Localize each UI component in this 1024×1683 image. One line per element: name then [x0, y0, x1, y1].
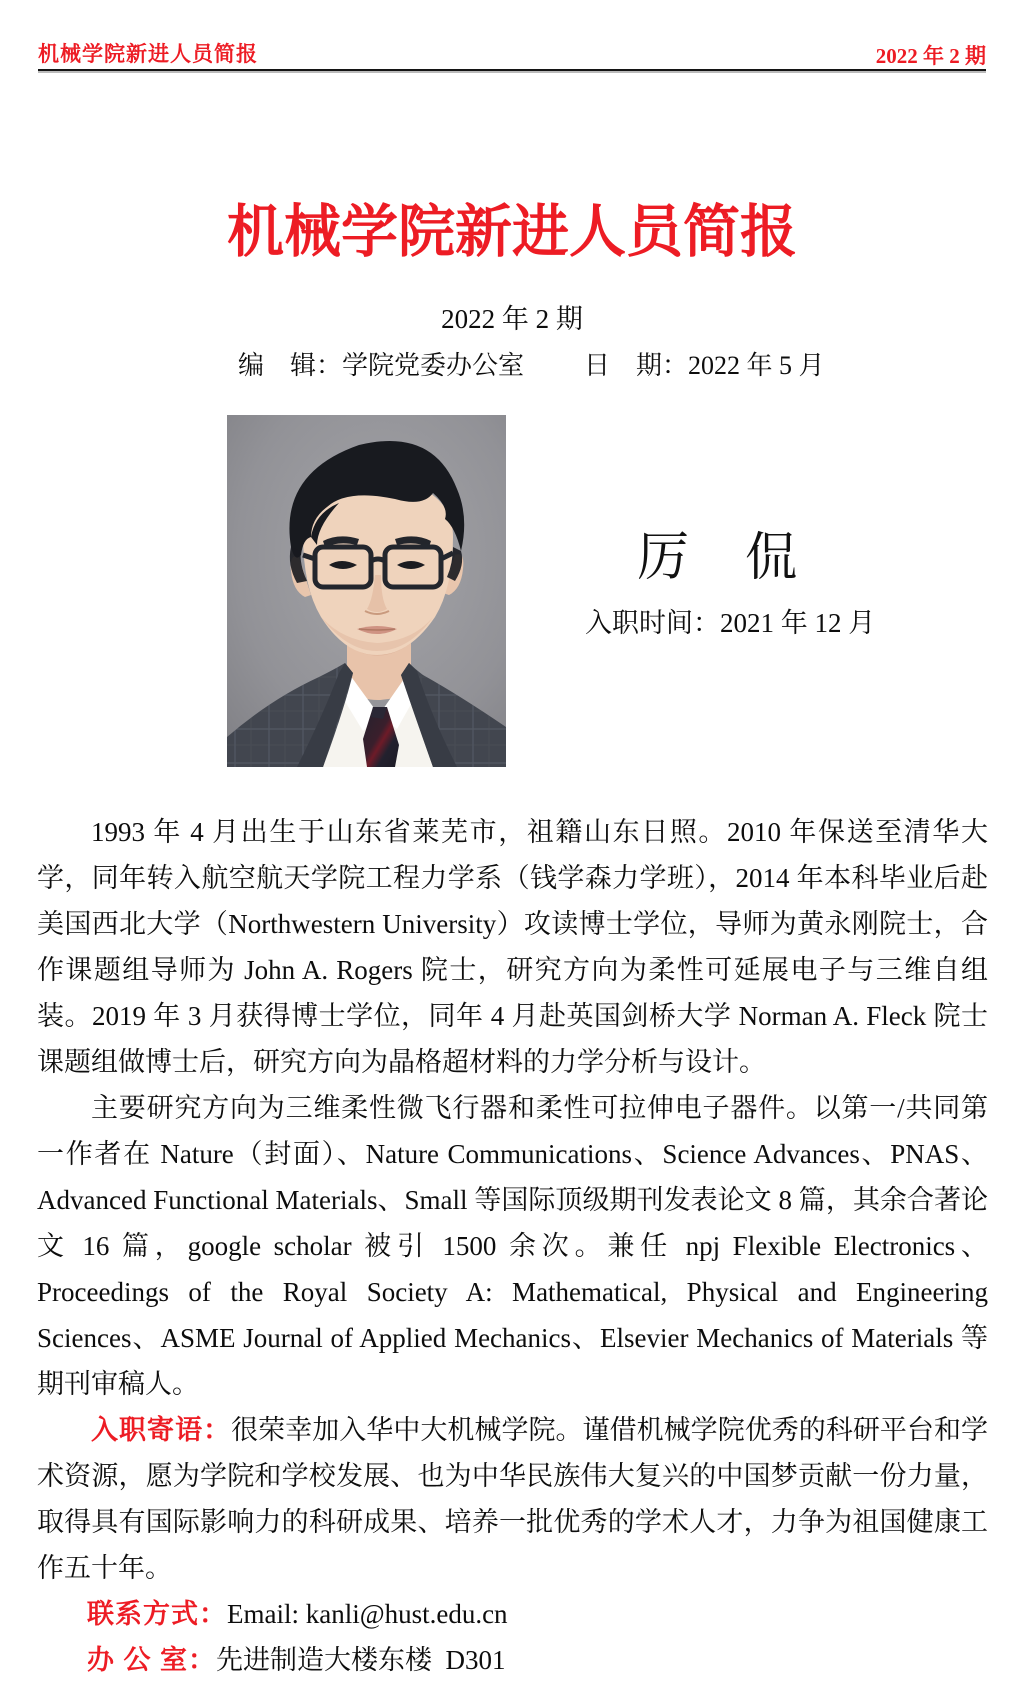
message-label: 入职寄语： — [91, 1415, 232, 1445]
editor-field: 编 辑：学院党委办公室 — [238, 351, 525, 380]
office-location: 先进制造大楼东楼 D301 — [216, 1645, 506, 1675]
bio-paragraph-2: 主要研究方向为三维柔性微飞行器和柔性可拉伸电子器件。以第一/共同第一作者在 Nature（封面）、Nature Communications、Science Advances、PNAS、Advanced Functional Materials、Small 等国际顶级期刊发表论文 8 篇，其余合著论文 16 篇，google scholar 被引 1500 余次。兼任 npj Flexible Electronics、Proceedings of the Royal Society A: Mathematical, Physical and Engineering Sciences、ASME Journal of Applied Mechanics、Elsevier Mechanics of Materials 等期刊审稿人。 — [37, 1093, 995, 1399]
office-label: 办 公 室： — [87, 1645, 217, 1675]
office-line — [37, 1637, 988, 1683]
bio-paragraph-1: 1993 年 4 月出生于山东省莱芜市，祖籍山东日照。2010 年保送至清华大学，同年转入航空航天学院工程力学系（钱学森力学班），2014 年本科毕业后赴美国西北大学（Northwestern University）攻读博士学位，导师为黄永刚院士，合作课题组导师为 John A. Rogers 院士，研究方向为柔性可延展电子与三维自组装。2019 年 3 月获得博士学位，同年 4 月赴英国剑桥大学 Norman A. Fleck 院士课题组做博士后，研究方向为晶格超材料的力学分析与设计。 — [37, 817, 988, 1077]
portrait-photo — [227, 415, 506, 767]
contact-email: Email: kanli@hust.edu.cn — [227, 1599, 508, 1629]
bio-paragraph-message — [37, 1407, 988, 1591]
issue-number: 2022 年 2 期 — [441, 304, 583, 334]
page-title: 机械学院新进人员简报 — [227, 201, 797, 264]
date-field: 日 期：2022 年 5 月 — [584, 351, 825, 380]
running-header-issue: 2022 年 2 期 — [875, 44, 986, 68]
contact-label: 联系方式： — [87, 1599, 227, 1629]
running-header-title: 机械学院新进人员简报 — [38, 42, 258, 66]
message-text: 很荣幸加入华中大机械学院。谨借机械学院优秀的科研平台和学术资源，愿为学院和学校发展、也为中华民族伟大复兴的中国梦贡献一份力量，取得具有国际影响力的科研成果、培养一批优秀的学术人才，力争为祖国健康工作五十年。 — [37, 1415, 988, 1583]
hire-date: 入职时间：2021 年 12 月 — [585, 608, 876, 638]
contact-line — [37, 1591, 988, 1637]
person-name: 厉 侃 — [637, 530, 800, 587]
header-divider-rule — [38, 69, 986, 71]
biography-body — [37, 809, 995, 1683]
